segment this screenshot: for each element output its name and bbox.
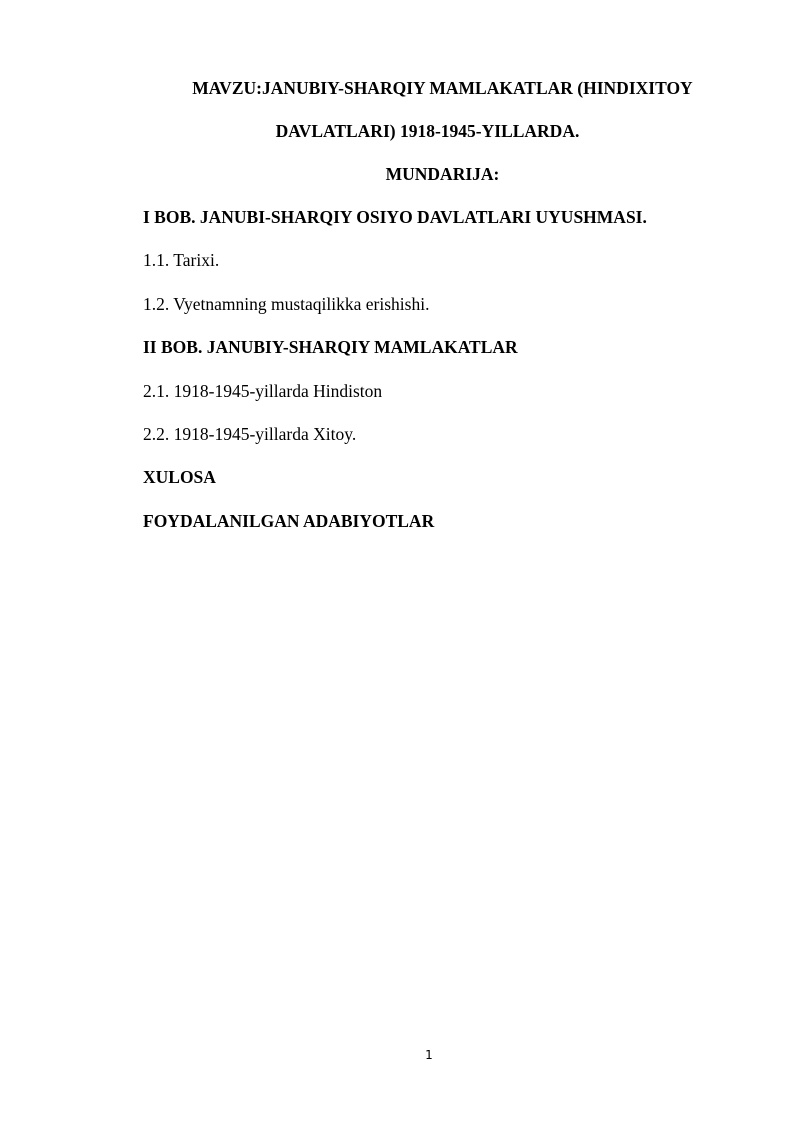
page-number: 1 <box>425 1048 433 1062</box>
toc-conclusion: XULOSA <box>143 467 216 488</box>
toc-chapter-2: II BOB. JANUBIY-SHARQIY MAMLAKATLAR <box>143 337 518 358</box>
document-title-line-2: DAVLATLARI) 1918-1945-YILLARDA. <box>275 121 580 141</box>
toc-section-2-2: 2.2. 1918-1945-yillarda Xitoy. <box>143 423 357 444</box>
document-title-line-1: MAVZU:JANUBIY-SHARQIY MAMLAKATLAR (HINDIXITOY <box>192 78 693 98</box>
toc-section-1-1: 1.1. Tarixi. <box>143 250 220 271</box>
toc-references: FOYDALANILGAN ADABIYOTLAR <box>143 510 435 531</box>
toc-chapter-1: I BOB. JANUBI-SHARQIY OSIYO DAVLATLARI UYUSHMASI. <box>143 207 647 227</box>
contents-heading: MUNDARIJA: <box>385 164 500 184</box>
toc-section-1-2: 1.2. Vyetnamning mustaqilikka erishishi. <box>143 293 430 314</box>
table-of-contents <box>143 206 743 553</box>
toc-section-2-1: 2.1. 1918-1945-yillarda Hindiston <box>143 380 383 401</box>
